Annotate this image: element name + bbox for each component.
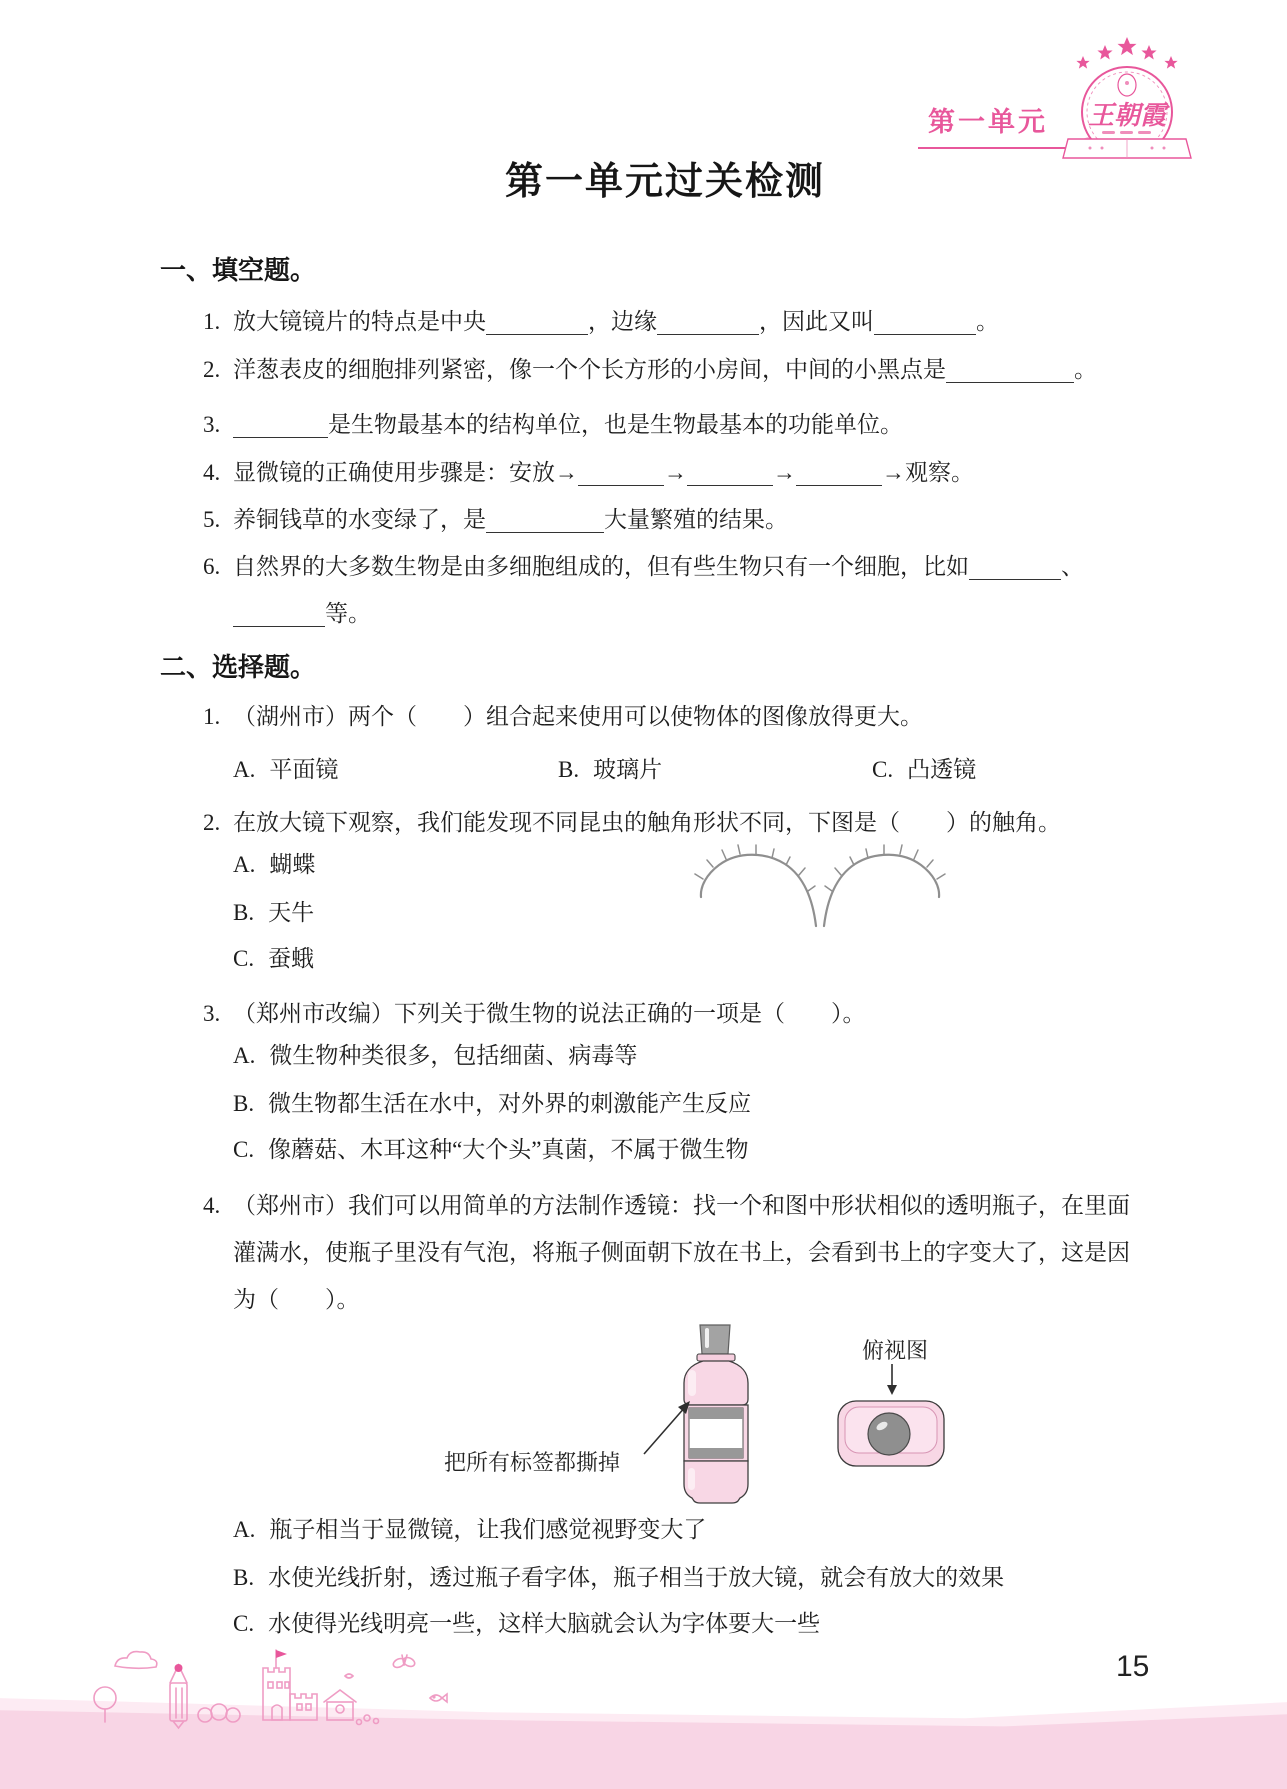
question-text: 放大镜镜片的特点是中央 bbox=[233, 309, 486, 334]
section2-heading: 二、选择题。 bbox=[160, 652, 317, 682]
butterfly-icon bbox=[392, 1655, 416, 1669]
unit-tab: 第一单元 bbox=[928, 107, 1048, 137]
question-number: 3. bbox=[203, 1001, 221, 1026]
question-text: ，因此又叫 bbox=[759, 309, 874, 334]
option-a: A. 平面镜 bbox=[233, 757, 339, 782]
question-number: 2. bbox=[203, 357, 221, 382]
choice-question-3 bbox=[203, 990, 1135, 1037]
option-c: C. 像蘑菇、木耳这种“大个头”真菌，不属于微生物 bbox=[233, 1137, 749, 1162]
footer-doodles bbox=[15, 1638, 895, 1733]
house-icon bbox=[324, 1690, 356, 1720]
bottle-figure-group bbox=[380, 1322, 990, 1514]
question-text: 自然界的大多数生物是由多细胞组成的，但有些生物只有一个细胞，比如 bbox=[233, 554, 969, 579]
cloud-icon bbox=[115, 1652, 157, 1669]
answer-blank bbox=[946, 372, 1074, 383]
question-text: （郑州市）我们可以用简单的方法制作透镜：找一个和图中形状相似的透明瓶子，在里面灌满水，使瓶子里没有气泡，将瓶子侧面朝下放在书上，会看到书上的字变大了，这是因为（ ）。 bbox=[233, 1193, 1130, 1312]
question-text: 。 bbox=[976, 309, 999, 334]
question-number: 2. bbox=[203, 810, 221, 835]
choice-question-2 bbox=[203, 799, 1135, 846]
choice-question-4 bbox=[203, 1182, 1135, 1323]
brand-logo-stamp-icon bbox=[1050, 36, 1204, 168]
tree-icon bbox=[94, 1687, 116, 1722]
bottle-topview-figure bbox=[836, 1396, 946, 1471]
question-text: 显微镜的正确使用步骤是：安放→ bbox=[233, 460, 578, 485]
question-text: ，边缘 bbox=[588, 309, 657, 334]
option-b: B. 天牛 bbox=[233, 900, 315, 925]
answer-blank bbox=[969, 569, 1061, 580]
answer-blank bbox=[578, 475, 664, 486]
answer-blank bbox=[657, 324, 759, 335]
question-text: 养铜钱草的水变绿了，是 bbox=[233, 507, 486, 532]
question-number: 6. bbox=[203, 554, 221, 579]
option-b: B. 微生物都生活在水中，对外界的刺激能产生反应 bbox=[233, 1091, 752, 1116]
question-number: 1. bbox=[203, 704, 221, 729]
arrow-down-icon bbox=[886, 1364, 898, 1396]
pencil-icon bbox=[170, 1664, 187, 1728]
question-text: → bbox=[664, 460, 687, 485]
question-number: 5. bbox=[203, 507, 221, 532]
question-text: 、 bbox=[1061, 554, 1084, 579]
question-number: 3. bbox=[203, 412, 221, 437]
brand-name-text: 王朝霞 bbox=[1087, 101, 1167, 130]
question-text: （郑州市改编）下列关于微生物的说法正确的一项是（ ）。 bbox=[233, 1001, 866, 1026]
arrow-to-bottle-icon bbox=[642, 1398, 694, 1458]
fill-question-3 bbox=[203, 401, 1135, 448]
question-text: 等。 bbox=[325, 601, 371, 626]
fill-question-4 bbox=[203, 449, 1135, 496]
option-a: A. 蝴蝶 bbox=[233, 852, 316, 877]
fish-icon bbox=[430, 1694, 447, 1702]
option-c: C. 凸透镜 bbox=[872, 757, 977, 782]
answer-blank bbox=[687, 475, 773, 486]
answer-blank bbox=[486, 324, 588, 335]
answer-blank bbox=[796, 475, 882, 486]
question-number: 4. bbox=[203, 1193, 221, 1218]
page-title: 第一单元过关检测 bbox=[504, 161, 825, 203]
option-a: A. 瓶子相当于显微镜，让我们感觉视野变大了 bbox=[233, 1517, 707, 1542]
question-number: 4. bbox=[203, 460, 221, 485]
option-a: A. 微生物种类很多，包括细菌、病毒等 bbox=[233, 1043, 638, 1068]
section1-heading: 一、填空题。 bbox=[160, 255, 317, 285]
option-c: C. 蚕蛾 bbox=[233, 946, 315, 971]
star-icons bbox=[1076, 37, 1177, 69]
page-number: 15 bbox=[1116, 1650, 1150, 1683]
options-row bbox=[233, 751, 1133, 787]
option-c: C. 水使得光线明亮一些，这样大脑就会认为字体要大一些 bbox=[233, 1611, 821, 1636]
sparkle-icon bbox=[345, 1674, 353, 1678]
question-number: 1. bbox=[203, 309, 221, 334]
choice-question-1 bbox=[203, 693, 1135, 740]
fill-question-6 bbox=[203, 543, 1135, 637]
bushes-icon bbox=[198, 1704, 240, 1722]
question-text: 洋葱表皮的细胞排列紧密，像一个个长方形的小房间，中间的小黑点是 bbox=[233, 357, 946, 382]
question-text: 大量繁殖的结果。 bbox=[604, 507, 788, 532]
option-b: B. 水使光线折射，透过瓶子看字体，瓶子相当于放大镜，就会有放大的效果 bbox=[233, 1565, 1005, 1590]
answer-blank bbox=[486, 522, 604, 533]
option-b: B. 玻璃片 bbox=[558, 757, 663, 782]
question-text: 在放大镜下观察，我们能发现不同昆虫的触角形状不同，下图是（ ）的触角。 bbox=[233, 810, 1061, 835]
cap-top bbox=[868, 1413, 910, 1455]
question-text: （湖州市）两个（ ）组合起来使用可以使物体的图像放得更大。 bbox=[233, 704, 923, 729]
question-text: 。 bbox=[1074, 357, 1097, 382]
castle-icon bbox=[263, 1650, 317, 1720]
antennae-figure bbox=[686, 843, 954, 929]
flower-icon bbox=[357, 1715, 379, 1725]
answer-blank bbox=[874, 324, 976, 335]
fill-question-5 bbox=[203, 496, 1135, 543]
topview-label-text: 俯视图 bbox=[862, 1338, 929, 1363]
question-text: → bbox=[773, 460, 796, 485]
fill-question-2 bbox=[203, 346, 1135, 393]
decorative-dashes bbox=[1102, 131, 1151, 134]
question-text: 是生物最基本的结构单位，也是生物最基本的功能单位。 bbox=[328, 412, 903, 437]
answer-blank bbox=[233, 427, 328, 438]
question-text: →观察。 bbox=[882, 460, 974, 485]
fill-question-1 bbox=[203, 298, 1135, 345]
answer-blank bbox=[233, 616, 325, 627]
bottle-cap bbox=[700, 1325, 730, 1354]
tear-label-text: 把所有标签都撕掉 bbox=[444, 1450, 621, 1475]
